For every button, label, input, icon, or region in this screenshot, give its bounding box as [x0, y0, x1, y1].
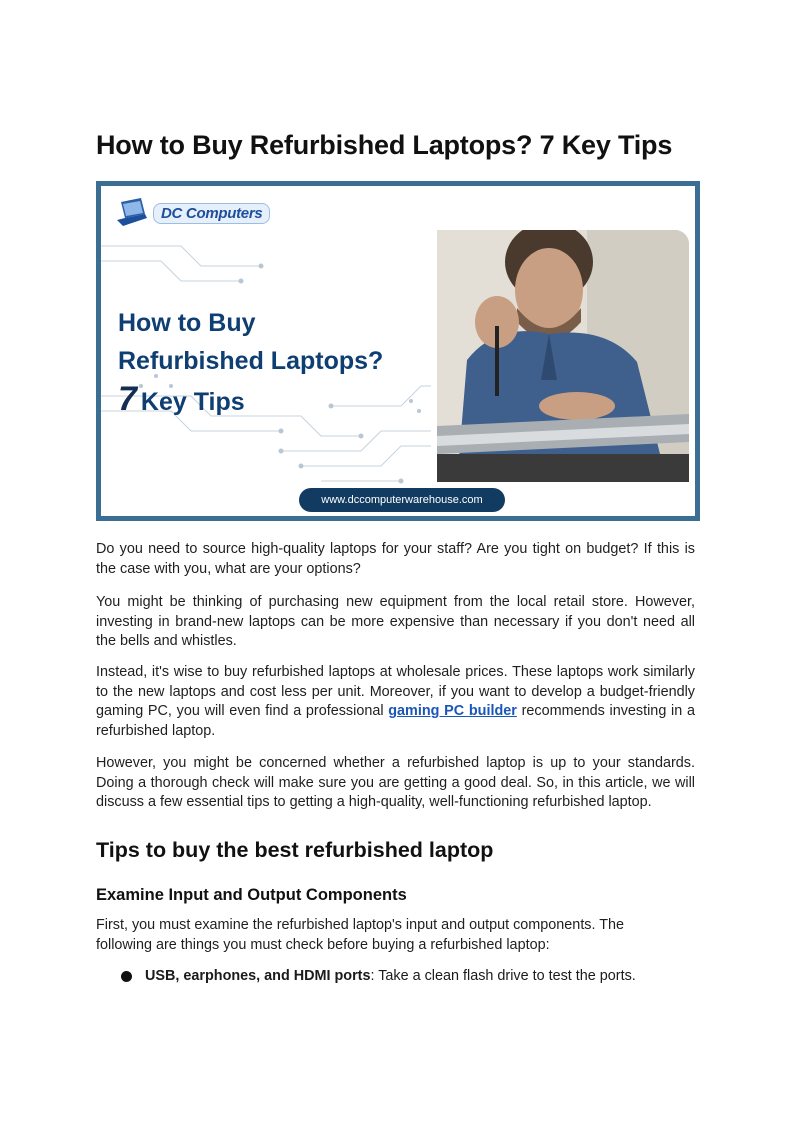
- hero-banner-image: [96, 181, 700, 521]
- subsection-heading: Examine Input and Output Components: [96, 886, 407, 904]
- wholesale-paragraph-text-end: recommends investing in a refurbished laptop.: [96, 703, 695, 739]
- website-url-pill: www.dccomputerwarehouse.com: [299, 488, 505, 512]
- checklist: [96, 966, 696, 986]
- wholesale-paragraph: [96, 663, 695, 741]
- technician-photo: [437, 230, 689, 482]
- list-item: [96, 966, 696, 986]
- list-item-text: [145, 966, 636, 986]
- banner-heading: [118, 304, 383, 421]
- banner-heading-line-3: Key Tips: [140, 388, 245, 416]
- bullet-icon: [121, 971, 132, 982]
- laptop-logo-icon: [115, 198, 149, 228]
- section-heading: Tips to buy the best refurbished laptop: [96, 838, 494, 862]
- gaming-pc-builder-link[interactable]: gaming PC builder: [388, 703, 517, 719]
- technician-repairing-laptop-image: [437, 230, 689, 482]
- wholesale-paragraph-text: Instead, it's wise to buy refurbished laptops at wholesale prices. These laptops work similarly to the new laptops and cost less per unit. Moreover, if you want to develop a budget-friendly gaming PC, you will even find a professional: [96, 664, 695, 719]
- list-item-desc: : Take a clean flash drive to test the ports.: [370, 968, 636, 984]
- standards-paragraph: However, you might be concerned whether a refurbished laptop is up to your standards. Doing a thorough check will make sure you are getting a good deal. So, in this article, we will discuss a few essential tips to getting a high-quality, well-functioning refurbished laptop.: [96, 755, 695, 810]
- intro-paragraph: Do you need to source high-quality laptops for your staff? Are you tight on budget? If this is the case with you, what are your options?: [96, 541, 695, 577]
- io-components-paragraph: First, you must examine the refurbished laptop's input and output components. The following are things you must check before buying a refurbished laptop:: [96, 917, 625, 953]
- banner-heading-number: 7: [118, 380, 137, 418]
- retail-paragraph: You might be thinking of purchasing new equipment from the local retail store. However, investing in brand-new laptops can be more expensive than necessary if you don't need all the bells and whistles.: [96, 594, 695, 649]
- page-title: How to Buy Refurbished Laptops? 7 Key Tips: [96, 130, 673, 160]
- banner-heading-line-2: Refurbished Laptops?: [118, 347, 384, 375]
- logo-text: DC Computers: [153, 203, 270, 224]
- brand-logo: [115, 198, 270, 228]
- banner-heading-line-1: How to Buy: [118, 309, 256, 337]
- list-item-bold: USB, earphones, and HDMI ports: [145, 968, 371, 984]
